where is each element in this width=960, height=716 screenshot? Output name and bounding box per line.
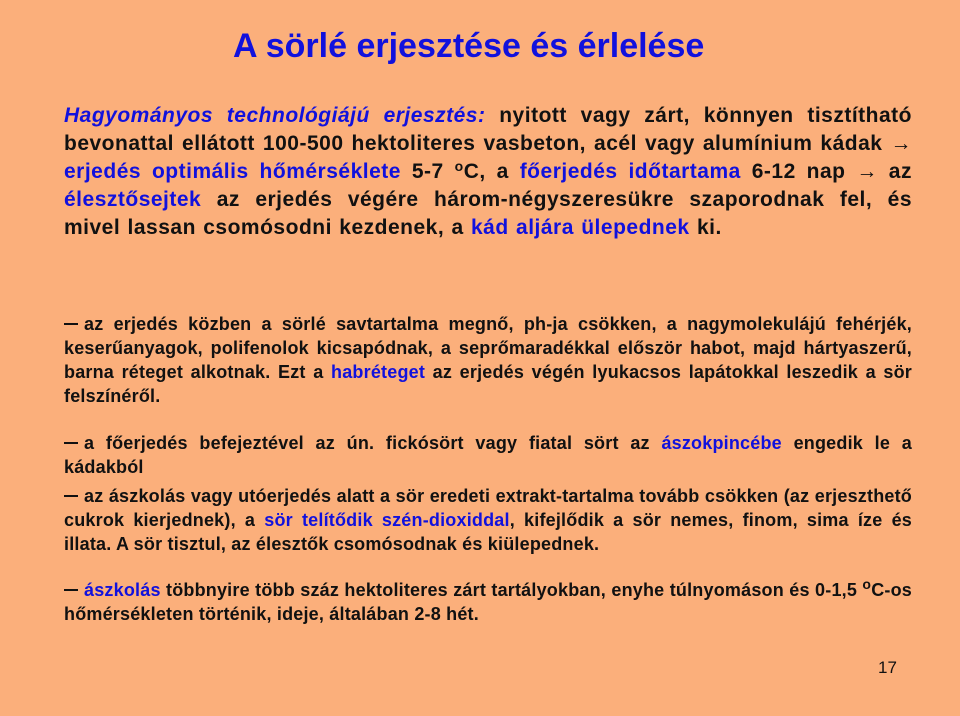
text-run: 6-12 nap (740, 160, 857, 183)
dash-bullet-icon (64, 442, 78, 444)
traditional-fermentation-heading: Hagyományos technológiájú erjesztés: (64, 104, 486, 127)
text-run: C-os hőmérsékleten történik, ideje, általában 2-8 hét. (64, 580, 912, 624)
text-run: engedik le a kádakból (64, 433, 912, 477)
highlight-carbonation: sör telítődik szén-dioxiddal (264, 510, 510, 530)
text-run: nyitott vagy zárt, könnyen tisztítható bevonattal ellátott 100-500 hektoliteres vasbeton, acél vagy alumínium kádak (64, 104, 912, 155)
highlight-main-fermentation-duration: főerjedés időtartama (519, 160, 741, 183)
dash-bullet-icon (64, 495, 78, 497)
highlight-yeast-cells: élesztősejtek (64, 188, 202, 211)
dash-bullet-icon (64, 589, 78, 591)
dash-bullet-icon (64, 323, 78, 325)
bullet-secondary-fermentation (64, 484, 912, 556)
text-run: a főerjedés befejeztével az ún. fickósört vagy fiatal sört az (84, 433, 662, 453)
text-run: , kifejlődik a sör nemes, finom, sima íze és illata. A sör tisztul, az élesztők csomósodnak és kiülepednek. (64, 510, 912, 554)
bullet-lagering-cellar (64, 431, 912, 479)
degree-symbol: o (454, 158, 464, 174)
highlight-settle-bottom: kád aljára ülepednek (471, 216, 690, 239)
bullet-foam-layer (64, 312, 912, 408)
text-run: az (877, 160, 912, 183)
text-run: az erjedés végére három-négyszeresükre szaporodnak fel, és mivel lassan csomósodni kezdenek, a (64, 188, 912, 239)
intro-paragraph (64, 102, 912, 242)
highlight-optimal-temperature: erjedés optimális hőmérséklete (64, 160, 401, 183)
text-run: 5-7 (400, 160, 455, 183)
highlight-foam-layer: habréteget (331, 362, 426, 382)
highlight-lagering-cellar: ászokpincébe (661, 433, 782, 453)
text-run: az ászkolás vagy utóerjedés alatt a sör eredeti extrakt-tartalma tovább csökken (az erjeszthető cukrok kierjednek), a (64, 486, 912, 530)
degree-symbol: o (862, 576, 872, 592)
text-run: ki. (689, 216, 722, 239)
text-run: többnyire több száz hektoliteres zárt tartályokban, enyhe túlnyomáson és 0-1,5 (160, 580, 863, 600)
page-number: 17 (878, 658, 897, 677)
text-run: C, a (463, 160, 520, 183)
text-run: az erjedés végén lyukacsos lapátokkal leszedik a sör felszínéről. (64, 362, 913, 406)
bullet-lagering-conditions (64, 578, 912, 626)
text-run: az erjedés közben a sörlé savtartalma megnő, ph-ja csökken, a nagymolekulájú fehérjék, keserűanyagok, polifenolok kicsapódnak, a seprőmaradékkal először habot, majd hártyaszerű, barna réteget alkotnak. Ezt a (64, 314, 912, 382)
page-title: A sörlé erjesztése és érlelése (233, 27, 705, 65)
highlight-lagering: ászkolás (84, 580, 161, 600)
right-arrow-icon: → (890, 132, 912, 155)
right-arrow-icon: → (856, 160, 878, 183)
